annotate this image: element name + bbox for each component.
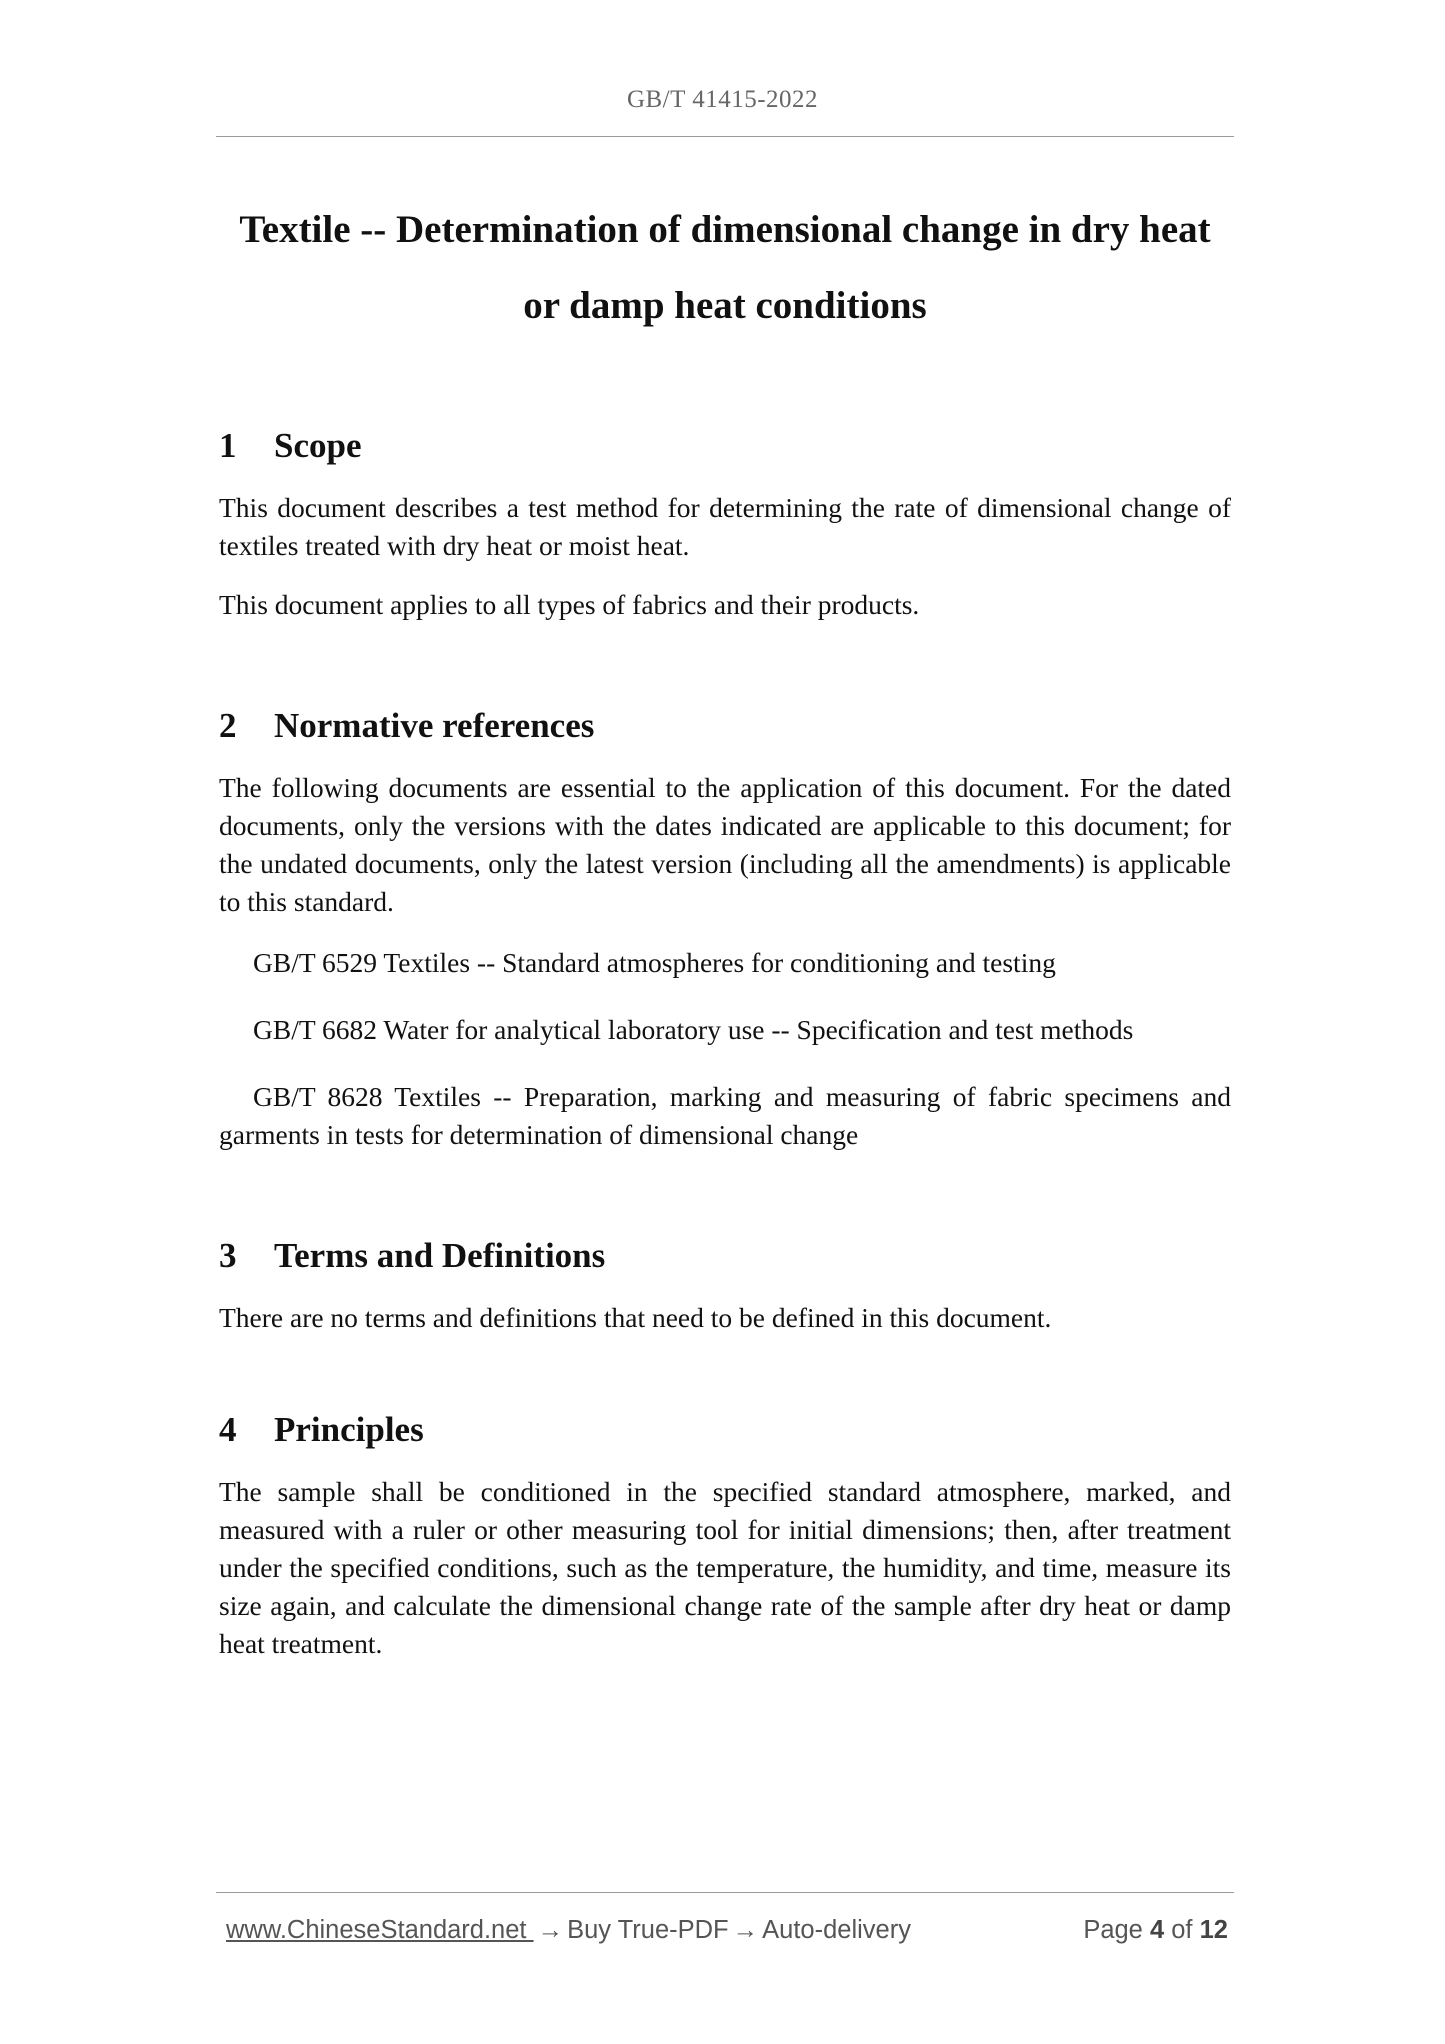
section-heading-normative-references	[219, 706, 594, 746]
section-number: 3	[219, 1236, 237, 1275]
page-of-label: of	[1171, 1916, 1193, 1944]
footer-promo	[226, 1912, 911, 1948]
section-number: 2	[219, 706, 237, 745]
section-title: Normative references	[274, 706, 595, 745]
section-title: Scope	[274, 426, 362, 465]
normative-references-intro: The following documents are essential to the application of this document. For the dated documents, only the versions with the dates indicated are applicable to this document; for the undated documents, only the latest version (including all the amendments) is applicable to this standard.	[219, 772, 1231, 917]
buy-true-pdf-text: Buy True-PDF	[567, 1916, 729, 1944]
document-title	[216, 192, 1234, 344]
current-page-number: 4	[1149, 1916, 1165, 1944]
arrow-right-icon: →	[732, 1916, 759, 1944]
arrow-right-icon: →	[537, 1916, 564, 1944]
section-title: Principles	[274, 1410, 424, 1449]
principles-paragraph: The sample shall be conditioned in the specified standard atmosphere, marked, and measured with a ruler or other measuring tool for initial dimensions; then, after treatment under the specified conditions, such as the temperature, the humidity, and time, measure its size again, and calculate the dimensional change rate of the sample after dry heat or damp heat treatment.	[219, 1476, 1231, 1659]
scope-paragraph-1: This document describes a test method for determining the rate of dimensional change of textiles treated with dry heat or moist heat.	[219, 492, 1231, 561]
terms-paragraph: There are no terms and definitions that need to be defined in this document.	[219, 1302, 1052, 1333]
scope-paragraph-2: This document applies to all types of fabrics and their products.	[219, 589, 920, 620]
auto-delivery-text: Auto-delivery	[762, 1916, 911, 1944]
reference-item-gbt-8628: GB/T 8628 Textiles -- Preparation, marking and measuring of fabric specimens and garments in tests for determination of dimensional change	[219, 1081, 1231, 1150]
footer-divider	[216, 1892, 1234, 1893]
title-line-1: Textile -- Determination of dimensional change in dry heat	[239, 208, 1211, 251]
reference-item-gbt-6529: GB/T 6529 Textiles -- Standard atmospheres for conditioning and testing	[253, 947, 1056, 978]
website-link[interactable]: www.ChineseStandard.net	[226, 1916, 534, 1944]
reference-item-gbt-6682: GB/T 6682 Water for analytical laboratory use -- Specification and test methods	[253, 1014, 1134, 1045]
total-pages-number: 12	[1199, 1916, 1228, 1944]
header-divider	[216, 136, 1234, 137]
section-heading-scope	[219, 426, 362, 466]
section-heading-terms-and-definitions	[219, 1236, 605, 1276]
section-title: Terms and Definitions	[274, 1236, 606, 1275]
page-footer	[226, 1912, 1228, 1948]
section-number: 1	[219, 426, 237, 465]
title-line-2: or damp heat conditions	[523, 284, 927, 327]
page-label: Page	[1083, 1916, 1143, 1944]
page-indicator	[1083, 1912, 1228, 1948]
section-heading-principles	[219, 1410, 424, 1450]
header-standard-code: GB/T 41415-2022	[626, 86, 819, 113]
section-number: 4	[219, 1410, 237, 1449]
